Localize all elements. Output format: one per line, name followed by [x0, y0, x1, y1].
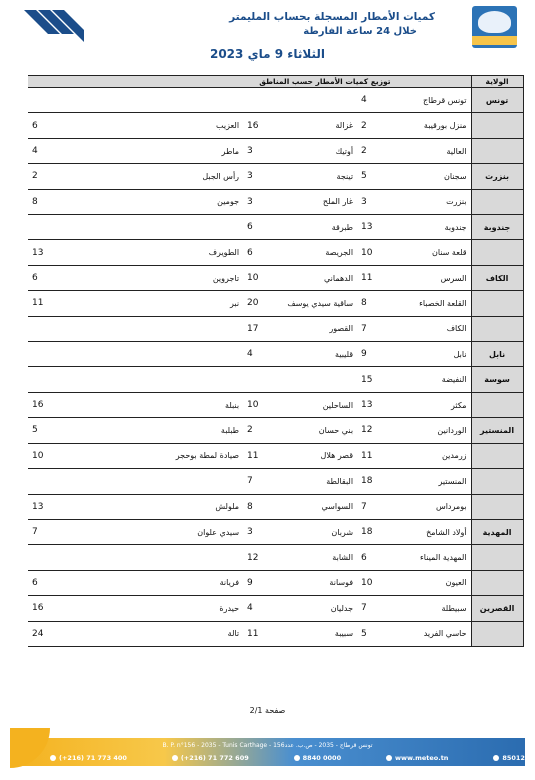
- table-row: [28, 392, 523, 417]
- rain-value-3: 16: [28, 392, 157, 417]
- table-row: [28, 316, 523, 341]
- station-name-1: تونس قرطاج: [385, 88, 471, 113]
- rain-value-3: 8: [28, 189, 157, 214]
- stripes-logo-icon: [24, 8, 84, 50]
- state-cell: [471, 113, 523, 138]
- station-name-3: بنبلة: [157, 392, 243, 417]
- station-name-1: الوردانين: [385, 418, 471, 443]
- station-name-2: البقالطة: [271, 469, 357, 494]
- phone-icon: [294, 755, 300, 761]
- rain-value-1: 2: [357, 113, 385, 138]
- rain-value-1: 12: [357, 418, 385, 443]
- station-name-1: العالية: [385, 138, 471, 163]
- station-name-3: [157, 215, 243, 240]
- rain-value-3: 5: [28, 418, 157, 443]
- sms-icon: [493, 755, 499, 761]
- table-row: [28, 519, 523, 544]
- rain-value-1: 11: [357, 265, 385, 290]
- rain-value-2: 3: [243, 164, 271, 189]
- rain-value-3: 6: [28, 570, 157, 595]
- station-name-3: العزيب: [157, 113, 243, 138]
- rain-value-1: 3: [357, 189, 385, 214]
- report-date: الثلاثاء 9 ماي 2023: [209, 47, 325, 61]
- station-name-1: النفيضة: [385, 367, 471, 392]
- station-name-1: العيون: [385, 570, 471, 595]
- station-name-1: القلعة الخصباء: [385, 291, 471, 316]
- state-cell: [471, 291, 523, 316]
- rain-value-3: 11: [28, 291, 157, 316]
- rain-value-3: [28, 469, 157, 494]
- state-cell: تونس: [471, 88, 523, 113]
- station-name-1: السرس: [385, 265, 471, 290]
- state-cell: جندوبة: [471, 215, 523, 240]
- rain-value-2: 6: [243, 240, 271, 265]
- rain-value-3: 6: [28, 113, 157, 138]
- rain-value-2: 10: [243, 265, 271, 290]
- state-cell: بنزرت: [471, 164, 523, 189]
- rain-value-2: 4: [243, 342, 271, 367]
- footer-code: 85012: [493, 754, 525, 762]
- table-row: [28, 367, 523, 392]
- station-name-3: ملولش: [157, 494, 243, 519]
- page-number: صفحة 2/1: [249, 706, 286, 715]
- rain-value-1: 10: [357, 240, 385, 265]
- report-title: كميات الأمطار المسجلة بحساب المليمتر: [229, 11, 435, 23]
- table-row: [28, 596, 523, 621]
- phone-icon: [50, 755, 56, 761]
- table-row: [28, 215, 523, 240]
- rain-value-2: 7: [243, 469, 271, 494]
- distribution-column-header: توزيع كميات الأمطار حسب المناطق: [28, 76, 471, 88]
- rain-value-1: 6: [357, 545, 385, 570]
- table-row: [28, 570, 523, 595]
- rain-value-2: 3: [243, 519, 271, 544]
- rain-value-1: 5: [357, 621, 385, 646]
- rain-value-2: 20: [243, 291, 271, 316]
- station-name-3: [157, 545, 243, 570]
- table-row: [28, 469, 523, 494]
- report-subtitle: خلال 24 ساعة الفارطة: [303, 26, 417, 37]
- rain-value-1: 7: [357, 316, 385, 341]
- rain-value-2: 9: [243, 570, 271, 595]
- footer-contacts: [50, 754, 525, 762]
- footer-phone-1: (+216) 71 773 400: [50, 754, 127, 762]
- footer-phone-3: 8840 0000: [294, 754, 341, 762]
- station-name-3: [157, 469, 243, 494]
- station-name-1: جندوبة: [385, 215, 471, 240]
- state-cell: [471, 392, 523, 417]
- rain-value-2: [243, 88, 271, 113]
- rain-value-3: 16: [28, 596, 157, 621]
- rain-value-3: [28, 342, 157, 367]
- table-row: [28, 342, 523, 367]
- station-name-1: بنزرت: [385, 189, 471, 214]
- station-name-1: المهدية الميناء: [385, 545, 471, 570]
- meteo-logo-icon: [472, 6, 517, 48]
- station-name-3: [157, 88, 243, 113]
- state-cell: سوسة: [471, 367, 523, 392]
- rain-value-3: 7: [28, 519, 157, 544]
- station-name-1: المنستير: [385, 469, 471, 494]
- station-name-3: سيدي علوان: [157, 519, 243, 544]
- station-name-2: الشابة: [271, 545, 357, 570]
- table-row: [28, 240, 523, 265]
- rain-value-3: 6: [28, 265, 157, 290]
- rain-value-1: 4: [357, 88, 385, 113]
- table-row: [28, 138, 523, 163]
- station-name-3: ماطر: [157, 138, 243, 163]
- state-cell: المنستير: [471, 418, 523, 443]
- rain-value-1: 10: [357, 570, 385, 595]
- globe-icon: [386, 755, 392, 761]
- table-row: [28, 265, 523, 290]
- station-name-2: جدليان: [271, 596, 357, 621]
- station-name-3: [157, 342, 243, 367]
- station-name-3: صيادة لمطة بوحجر: [157, 443, 243, 468]
- station-name-2: قليبية: [271, 342, 357, 367]
- table-row: [28, 545, 523, 570]
- rain-value-1: 13: [357, 392, 385, 417]
- rain-value-1: 7: [357, 596, 385, 621]
- state-cell: [471, 494, 523, 519]
- station-name-2: سبيبة: [271, 621, 357, 646]
- station-name-2: بني حسان: [271, 418, 357, 443]
- rain-value-1: 2: [357, 138, 385, 163]
- state-cell: [471, 469, 523, 494]
- station-name-3: فريانة: [157, 570, 243, 595]
- state-cell: [471, 443, 523, 468]
- state-cell: [471, 570, 523, 595]
- station-name-3: تاجروين: [157, 265, 243, 290]
- rain-value-3: 13: [28, 240, 157, 265]
- station-name-2: الدهماني: [271, 265, 357, 290]
- state-cell: نابل: [471, 342, 523, 367]
- state-cell: الكاف: [471, 265, 523, 290]
- table-row: [28, 443, 523, 468]
- station-name-2: غار الملح: [271, 189, 357, 214]
- state-cell: [471, 189, 523, 214]
- station-name-3: تالة: [157, 621, 243, 646]
- rain-value-3: 4: [28, 138, 157, 163]
- rain-value-3: 10: [28, 443, 157, 468]
- state-cell: المهدية: [471, 519, 523, 544]
- state-cell: [471, 316, 523, 341]
- state-cell: القصرين: [471, 596, 523, 621]
- footer-address: B. P. n°156 - 2035 - Tunis Carthage - تونس قرطاج - 2035 - ص.ب. عدد156: [162, 742, 373, 749]
- table-row: [28, 189, 523, 214]
- station-name-1: بومرداس: [385, 494, 471, 519]
- station-name-1: نابل: [385, 342, 471, 367]
- rain-value-3: 13: [28, 494, 157, 519]
- station-name-2: فوسانة: [271, 570, 357, 595]
- rain-value-1: 11: [357, 443, 385, 468]
- rain-value-2: 16: [243, 113, 271, 138]
- rain-value-3: [28, 367, 157, 392]
- station-name-2: الجريصة: [271, 240, 357, 265]
- rain-value-1: 18: [357, 469, 385, 494]
- station-name-2: السواسي: [271, 494, 357, 519]
- fax-icon: [172, 755, 178, 761]
- rain-value-2: 2: [243, 418, 271, 443]
- state-column-header: الولاية: [471, 76, 523, 88]
- rain-value-3: [28, 88, 157, 113]
- station-name-2: غزالة: [271, 113, 357, 138]
- station-name-2: أوتيك: [271, 138, 357, 163]
- station-name-3: [157, 316, 243, 341]
- table-header-row: [28, 76, 523, 88]
- station-name-2: [271, 88, 357, 113]
- rain-value-3: [28, 215, 157, 240]
- state-cell: [471, 621, 523, 646]
- table-row: [28, 621, 523, 646]
- station-name-2: الساحلين: [271, 392, 357, 417]
- rain-value-3: [28, 316, 157, 341]
- table-row: [28, 418, 523, 443]
- page-footer: [10, 728, 525, 770]
- station-name-1: أولاد الشامخ: [385, 519, 471, 544]
- rain-value-3: 2: [28, 164, 157, 189]
- rain-value-2: 4: [243, 596, 271, 621]
- rain-value-1: 13: [357, 215, 385, 240]
- station-name-3: نبر: [157, 291, 243, 316]
- rainfall-table: [28, 75, 524, 647]
- station-name-1: سجنان: [385, 164, 471, 189]
- rain-value-3: 24: [28, 621, 157, 646]
- rain-value-2: 11: [243, 443, 271, 468]
- station-name-3: [157, 367, 243, 392]
- rain-value-1: 7: [357, 494, 385, 519]
- state-cell: [471, 240, 523, 265]
- table-row: [28, 291, 523, 316]
- rain-value-2: [243, 367, 271, 392]
- table-row: [28, 494, 523, 519]
- state-cell: [471, 138, 523, 163]
- station-name-2: ساقية سيدي يوسف: [271, 291, 357, 316]
- station-name-1: سبيطلة: [385, 596, 471, 621]
- rain-value-1: 5: [357, 164, 385, 189]
- station-name-2: تينجة: [271, 164, 357, 189]
- table-row: [28, 164, 523, 189]
- station-name-3: طبلبة: [157, 418, 243, 443]
- station-name-1: زرمدين: [385, 443, 471, 468]
- rain-value-2: 8: [243, 494, 271, 519]
- station-name-1: الكاف: [385, 316, 471, 341]
- rain-value-1: 8: [357, 291, 385, 316]
- rain-value-2: 11: [243, 621, 271, 646]
- page-header: [0, 0, 535, 75]
- footer-website[interactable]: www.meteo.tn: [386, 754, 448, 762]
- station-name-2: [271, 367, 357, 392]
- station-name-1: منزل بورقيبة: [385, 113, 471, 138]
- station-name-2: القصور: [271, 316, 357, 341]
- station-name-3: جومين: [157, 189, 243, 214]
- station-name-3: حيدرة: [157, 596, 243, 621]
- rain-value-2: 6: [243, 215, 271, 240]
- station-name-3: رأس الجبل: [157, 164, 243, 189]
- station-name-1: مكثر: [385, 392, 471, 417]
- rain-value-2: 17: [243, 316, 271, 341]
- rain-value-1: 18: [357, 519, 385, 544]
- station-name-1: قلعة سنان: [385, 240, 471, 265]
- rain-value-3: [28, 545, 157, 570]
- rain-value-2: 3: [243, 138, 271, 163]
- rain-value-2: 10: [243, 392, 271, 417]
- rain-value-2: 12: [243, 545, 271, 570]
- rain-value-1: 9: [357, 342, 385, 367]
- station-name-2: قصر هلال: [271, 443, 357, 468]
- station-name-1: حاسي الفريد: [385, 621, 471, 646]
- station-name-2: شربان: [271, 519, 357, 544]
- table-row: [28, 88, 523, 113]
- footer-phone-2: (+216) 71 772 609: [172, 754, 249, 762]
- state-cell: [471, 545, 523, 570]
- station-name-3: الطويرف: [157, 240, 243, 265]
- rain-value-1: 15: [357, 367, 385, 392]
- station-name-2: طبرقة: [271, 215, 357, 240]
- table-row: [28, 113, 523, 138]
- rain-value-2: 3: [243, 189, 271, 214]
